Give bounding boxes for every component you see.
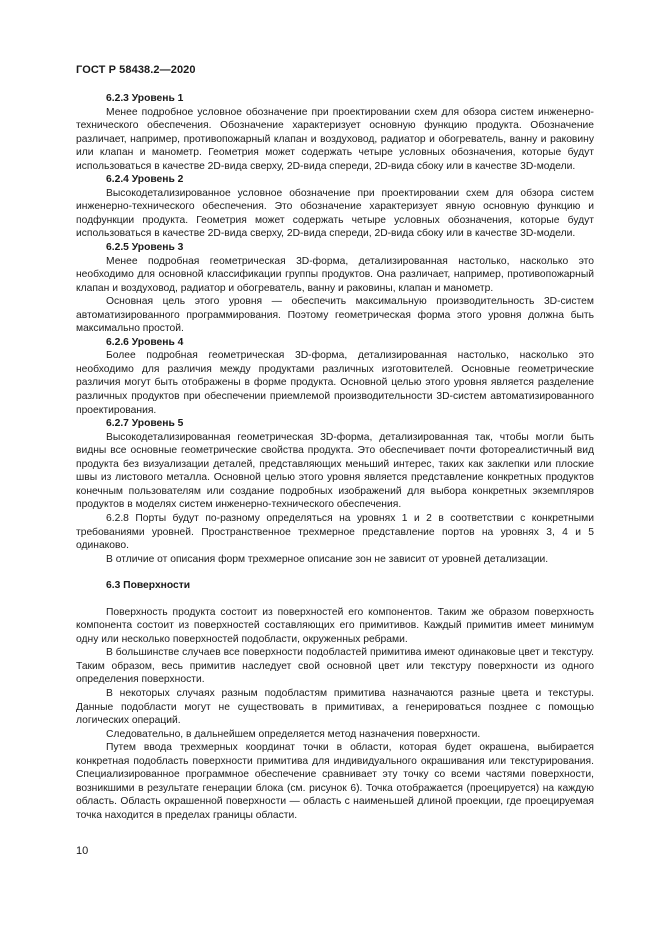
paragraph: Менее подробное условное обозначение при проектировании схем для обзора систем инженерно-технического обеспечения. Обозначение характеризует основную функцию продукта. Обозначение различает, например, противопожарный клапан и воздуховод, радиатор и обогреватель, ванну и раковину или клапан и манометр. Геометрия может содержать четыре условных обозначения, которые будут использоваться в качестве 2D-вида сверху, 2D-вида спереди, 2D-вида сбоку или в качестве 3D-модели. [76,106,594,172]
section-heading: 6.2.4 Уровень 2 [106,174,184,186]
page-number: 10 [76,845,89,857]
section-6-3 [76,579,594,822]
section-6-2-5 [76,241,594,336]
document-body [76,92,594,822]
paragraph: Путем ввода трехмерных координат точки в области, которая будет окрашена, выбирается конкретная подобласть поверхности примитива для индивидуального окрашивания или текстурирования. Специализированное программное обеспечение сравнивает эту точку со всеми частями поверхности, возникшими в результате генерации блока (см. рисунок 6). Точка отображается (проецируется) на каждую область. Область окрашенной поверхности — область с наименьшей длиной проекции, где проецируемая точка находится в пределах границы области. [76,742,594,821]
section-heading: 6.2.5 Уровень 3 [106,242,184,254]
paragraph: В отличие от описания форм трехмерное описание зон не зависит от уровней детализации. [106,553,549,565]
section-heading: 6.2.6 Уровень 4 [106,336,184,348]
paragraph: Более подробная геометрическая 3D-форма, детализированная настолько, насколько это необходимо для различия между продуктами различных изготовителей. Основные геометрические различия могут быть отображены в форме продукта. Основной целью этого уровня является разделение различных продуктов при обеспечении приемлемой производительности 3D-систем автоматизированного проектирования. [76,350,594,416]
paragraph: 6.2.8 Порты будут по-разному определяться на уровнях 1 и 2 в соответствии с конкретными требованиями уровней. Пространственное трехмерное представление портов на уровнях 3, 4 и 5 одинаково. [76,512,594,552]
paragraph: Основная цель этого уровня — обеспечить максимальную производительность 3D-систем автоматизированного программирования. Поэтому геометрическая форма этого уровня должна быть максимально простой. [76,296,594,335]
paragraph: В некоторых случаях разным подобластям примитива назначаются разные цвета и текстуры. Данные подобласти могут не существовать в примитивах, а генерироваться позднее с помощью логических операций. [76,687,594,727]
paragraph: В большинстве случаев все поверхности подобластей примитива имеют одинаковые цвет и текстуру. Таким образом, весь примитив наследует свой основной цвет или текстуру поверхности из одного определения поверхности. [76,647,594,686]
document-header: ГОСТ Р 58438.2—2020 [76,64,196,76]
section-heading: 6.2.7 Уровень 5 [106,418,184,430]
section-6-2-4 [76,173,594,241]
spacer [76,566,594,579]
section-6-2-7 [76,417,594,566]
section-heading: 6.3 Поверхности [106,580,191,592]
paragraph: Менее подробная геометрическая 3D-форма, детализированная настолько, насколько это необходимо для основной классификации группы продуктов. Она различает, например, противопожарный клапан и воздуховод, радиатор и обогреватель, ванну и раковины, клапан и манометр. [76,255,594,294]
paragraph: Высокодетализированная геометрическая 3D-форма, детализированная так, чтобы могли быть видны все основные геометрические свойства продукта. Это обеспечивает почти фотореалистичный вид продукта без визуализации деталей, представляющих меньший интерес, таких как заклепки или плоские швы из листового металла. Основной целью этого уровня является представление конкретных продуктов конечным пользователям или создание подробных изображений для выбора конкретных экземпляров продуктов в моделях систем инженерно-технического обеспечения. [76,431,594,511]
section-6-2-3 [76,92,594,173]
section-6-2-6 [76,336,594,417]
section-heading: 6.2.3 Уровень 1 [106,93,184,104]
spacer [76,593,594,606]
paragraph: Поверхность продукта состоит из поверхностей его компонентов. Таким же образом поверхность компонента состоит из поверхностей составляющих его примитивов. Каждый примитив имеет минимум одну или несколько поверхностей подобласти, окруженных ребрами. [76,606,594,645]
paragraph: Следовательно, в дальнейшем определяется метод назначения поверхности. [106,728,481,740]
paragraph: Высокодетализированное условное обозначение при проектировании схем для обзора систем инженерно-технического обеспечения. Это обозначение характеризует явную основную функцию и подфункции продукта. Геометрия может содержать четыре условных обозначения, которые будут использоваться в качестве 2D-вида сверху, 2D-вида спереди, 2D-вида сбоку или в качестве 3D-модели. [76,187,594,240]
